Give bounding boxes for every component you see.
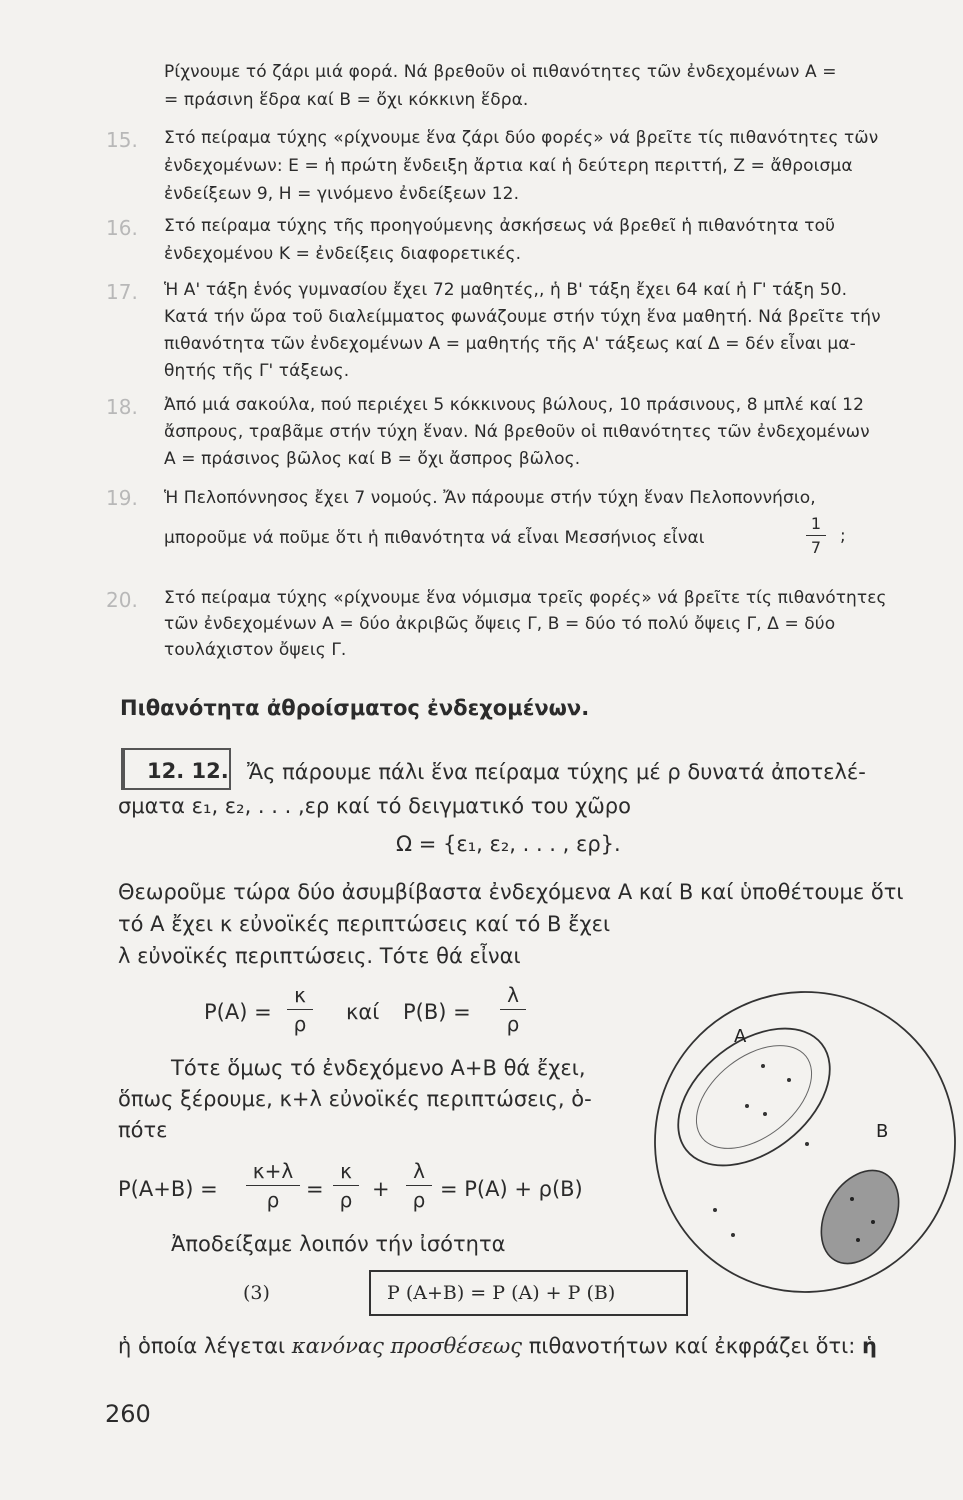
- frac-numerator: λ: [413, 1159, 425, 1183]
- page-number: 260: [105, 1400, 151, 1428]
- exercise-number: 19.: [106, 486, 138, 510]
- sum-result: = P(A) + ρ(B): [440, 1177, 583, 1201]
- ex19-line-1: Ἡ Πελοπόννησος ἔχει 7 νομούς. Ἄν πάρουμε στήν τύχη ἕναν Πελοποννήσιο,: [164, 488, 816, 508]
- sample-point: [850, 1197, 854, 1201]
- para-line-9: Ἀποδείξαμε λοιπόν τήν ἰσότητα: [171, 1232, 506, 1256]
- para-line-7: ὅπως ξέρουμε, κ+λ εὐνοϊκές περιπτώσεις, ὁ-: [118, 1087, 592, 1111]
- para-line-10-start: ἡ ὁποία λέγεται: [118, 1334, 286, 1358]
- set-a-ellipse: [652, 1001, 855, 1194]
- frac-denominator: 7: [810, 538, 822, 557]
- section-title: Πιθανότητα ἀθροίσματος ἐνδεχομένων.: [120, 696, 590, 720]
- set-b-label: B: [876, 1121, 889, 1142]
- set-a-label: A: [734, 1026, 747, 1047]
- exercise-number: 15.: [106, 128, 138, 152]
- ex14-line-2: = πράσινη ἕδρα καί Β = ὄχι κόκκινη ἕδρα.: [164, 90, 529, 110]
- para-line-6: Τότε ὅμως τό ἐνδεχόμενο Α+Β θά ἔχει,: [171, 1056, 586, 1080]
- exercise-number: 16.: [106, 216, 138, 240]
- addition-rule-term: κανόνας προσθέσεως: [291, 1334, 523, 1358]
- equation-number: (3): [243, 1282, 270, 1304]
- prob-b-label: P(B) =: [403, 1000, 471, 1024]
- paragraph-number: 12. 12.: [147, 759, 229, 783]
- plus-sign: +: [372, 1177, 390, 1201]
- prob-sum-label: P(A+B) =: [118, 1177, 218, 1201]
- addition-rule-formula: P (A+B) = P (A) + P (B): [387, 1282, 616, 1304]
- frac-numerator: λ: [507, 983, 519, 1007]
- ex20-line-3: τουλάχιστον ὄψεις Γ.: [164, 640, 347, 660]
- set-b-ellipse: [613, 950, 963, 1335]
- ex19-line-2: μποροῦμε νά ποῦμε ὅτι ἡ πιθανότητα νά εἶναι Μεσσήνιος εἶναι: [164, 528, 705, 548]
- para-line-5: λ εὐνοϊκές περιπτώσεις. Τότε θά εἶναι: [118, 944, 521, 968]
- equals-sign: =: [306, 1177, 324, 1201]
- frac-numerator: κ: [294, 983, 306, 1007]
- ex18-line-3: Α = πράσινος βῶλος καί Β = ὄχι ἄσπρος βῶλος.: [164, 449, 581, 469]
- exercise-number: 20.: [106, 588, 138, 612]
- ex16-line-1: Στό πείραμα τύχης τῆς προηγούμενης ἀσκήσεως νά βρεθεῖ ἡ πιθανότητα τοῦ: [164, 216, 836, 236]
- and-word: καί: [346, 1000, 380, 1024]
- ex15-line-2: ἐνδεχομένων: Ε = ἡ πρώτη ἔνδειξη ἄρτια καί ἡ δεύτερη περιττή, Ζ = ἄθροισμα: [164, 156, 853, 176]
- ex17-line-3: πιθανότητα τῶν ἐνδεχομένων Α = μαθητής τῆς Α' τάξεως καί Δ = δέν εἶναι μα-: [164, 334, 856, 354]
- ex18-line-1: Ἀπό μιά σακούλα, πού περιέχει 5 κόκκινους βώλους, 10 πράσινους, 8 μπλέ καί 12: [164, 395, 865, 415]
- ex15-line-1: Στό πείραμα τύχης «ρίχνουμε ἕνα ζάρι δύο φορές» νά βρεῖτε τίς πιθανότητες τῶν: [164, 128, 879, 148]
- exercise-number: 18.: [106, 395, 138, 419]
- ex20-line-2: τῶν ἐνδεχομένων Α = δύο ἀκριβῶς ὄψεις Γ, Β = δύο τό πολύ ὄψεις Γ, Δ = δύο: [164, 614, 836, 634]
- ex16-line-2: ἐνδεχομένου Κ = ἐνδείξεις διαφορετικές.: [164, 244, 522, 264]
- exercise-number: 17.: [106, 280, 138, 304]
- para-line-10-bold: ἡ: [862, 1334, 877, 1358]
- para-line-8: πότε: [118, 1118, 168, 1142]
- sample-point: [856, 1238, 860, 1242]
- frac-denominator: ρ: [266, 1188, 280, 1212]
- sample-point: [787, 1078, 791, 1082]
- ex19-question-mark: ;: [840, 526, 846, 546]
- sample-point: [761, 1064, 765, 1068]
- sample-space: Ω = {ε₁, ε₂, . . . , ερ}.: [396, 832, 621, 856]
- ex15-line-3: ἐνδείξεων 9, Η = γινόμενο ἐνδείξεων 12.: [164, 184, 520, 204]
- sample-point: [745, 1104, 749, 1108]
- frac-numerator: 1: [810, 514, 822, 533]
- ex14-line-1: Ρίχνουμε τό ζάρι μιά φορά. Νά βρεθοῦν οἱ πιθανότητες τῶν ἐνδεχομένων Α =: [164, 62, 837, 82]
- sample-point: [805, 1142, 809, 1146]
- frac-numerator: κ+λ: [252, 1159, 294, 1183]
- para-line-10-end: πιθανοτήτων καί ἐκφράζει ὅτι:: [528, 1334, 856, 1358]
- frac-denominator: ρ: [339, 1188, 353, 1212]
- para-line-2: σματα ε₁, ε₂, . . . ,ερ καί τό δειγματικό του χῶρο: [118, 794, 631, 818]
- prob-a-label: P(A) =: [204, 1000, 272, 1024]
- ex17-line-4: θητής τῆς Γ' τάξεως.: [164, 361, 350, 381]
- ex17-line-1: Ἡ Α' τάξη ἑνός γυμνασίου ἔχει 72 μαθητές,, ἡ Β' τάξη ἔχει 64 καί ἡ Γ' τάξη 50.: [164, 280, 848, 300]
- frac-numerator: κ: [340, 1159, 352, 1183]
- sample-point: [731, 1233, 735, 1237]
- frac-denominator: ρ: [412, 1188, 426, 1212]
- set-a-ellipse-inner: [677, 1025, 830, 1169]
- frac-denominator: ρ: [506, 1012, 520, 1036]
- ex18-line-2: ἄσπρους, τραβᾶμε στήν τύχη ἕναν. Νά βρεθοῦν οἱ πιθανότητες τῶν ἐνδεχομένων: [164, 422, 870, 442]
- sample-point: [713, 1208, 717, 1212]
- sample-point: [871, 1220, 875, 1224]
- para-line-1: Ἄς πάρουμε πάλι ἕνα πείραμα τύχης μέ ρ δυνατά ἀποτελέ-: [247, 760, 866, 784]
- sample-point: [763, 1112, 767, 1116]
- ex17-line-2: Κατά τήν ὥρα τοῦ διαλείμματος φωνάζουμε στήν τύχη ἕνα μαθητή. Νά βρεῖτε τήν: [164, 307, 881, 327]
- ex20-line-1: Στό πείραμα τύχης «ρίχνουμε ἕνα νόμισμα τρεῖς φορές» νά βρεῖτε τίς πιθανότητες: [164, 588, 887, 608]
- frac-denominator: ρ: [293, 1012, 307, 1036]
- para-line-4: τό Α ἔχει κ εὐνοϊκές περιπτώσεις καί τό Β ἔχει: [118, 912, 611, 936]
- para-line-3: Θεωροῦμε τώρα δύο ἀσυμβίβαστα ἐνδεχόμενα Α καί Β καί ὑποθέτουμε ὅτι: [118, 880, 904, 904]
